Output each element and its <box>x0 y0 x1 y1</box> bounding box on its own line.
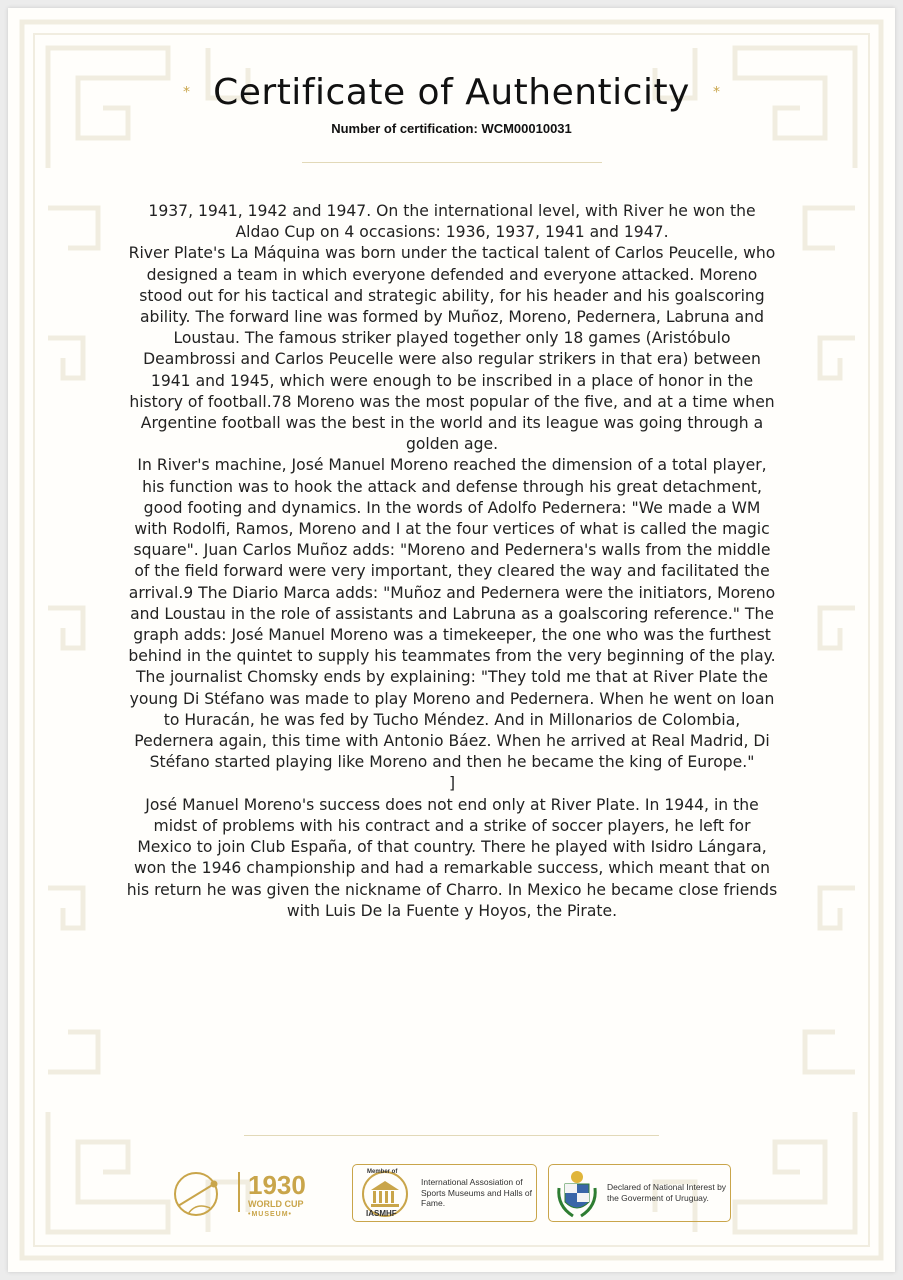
star-icon: * <box>712 84 720 101</box>
museum-line1: WORLD CUP <box>248 1199 304 1209</box>
museum-year: 1930 <box>248 1170 306 1200</box>
body-paragraph: ] <box>448 774 456 793</box>
iasmhf-member-label: Member of <box>367 1169 398 1175</box>
top-divider <box>302 162 602 163</box>
certificate-title: Certificate of Authenticity <box>213 72 690 113</box>
uruguay-badge <box>548 1164 731 1222</box>
certificate-sheet <box>8 8 895 1272</box>
iasmhf-text: International Assosiation of Sports Museums and Halls of Fame. <box>421 1177 533 1208</box>
body-paragraph: 1937, 1941, 1942 and 1947. On the international level, with River he won the Aldao Cup on 4 occasions: 1936, 1937, 1941 and 1947. <box>148 202 756 242</box>
body-paragraph: In River's machine, José Manuel Moreno reached the dimension of a total player, his function was to hook the attack and defense through his great detachment, good footing and dynamics. In the words of Adolfo Pedernera: "We made a WM with Rodolfi, Ramos, Moreno and I at the four vertices of what is called the magic square". Juan Carlos Muñoz adds: "Moreno and Pedernera's walls from the middle of the field forward were very important, they cleared the way and facilitated the arrival.9 The Diario Marca adds: "Muñoz and Pedernera were the initiators, Moreno and Loustau in the role of assistants and Labruna as a goalscoring reference." The graph adds: José Manuel Moreno was a timekeeper, the one who was the furthest behind in the quintet to supply his teammates from the very beginning of the play. The journalist Chomsky ends by explaining: "They told me that at River Plate the young Di Stéfano was made to play Moreno and Pedernera. When he went on loan to Huracán, he was fed by Tucho Méndez. And in Millonarios de Colombia, Pedernera again, this time with Antonio Báez. When he arrived at Real Madrid, Di Stéfano started playing like Moreno and then he became the king of Europe." <box>128 456 776 772</box>
body-paragraph: José Manuel Moreno's success does not end only at River Plate. In 1944, in the midst of problems with his contract and a strike of soccer players, he left for Mexico to join Club España, of that country. There he played with Isidro Lángara, won the 1946 championship and had a remarkable success, which meant that on his return he was given the nickname of Charro. In Mexico he became close friends with Luis De la Fuente y Hoyos, the Pirate. <box>126 795 778 920</box>
bottom-divider <box>244 1135 659 1136</box>
body-paragraph: River Plate's La Máquina was born under the tactical talent of Carlos Peucelle, who designed a team in which everyone defended and everyone attacked. Moreno stood out for his tactical and strategic ability, for his header and his goalscoring ability. The forward line was formed by Muñoz, Moreno, Pedernera, Labruna and Loustau. The famous striker played together only 18 games (Aristóbulo Deambrossi and Carlos Peucelle were also regular strikers in that era) between 1941 and 1945, which were enough to be inscribed in a place of honor in the history of football.78 Moreno was the most popular of the five, and at a time when Argentine football was the best in the world and its league was going through a golden age. <box>128 244 776 454</box>
soccer-ball-icon <box>170 1166 232 1222</box>
uruguay-coat-of-arms-icon <box>555 1168 599 1220</box>
iasmhf-abbr: IASMHF <box>366 1209 397 1218</box>
museum-line2: •MUSEUM• <box>248 1211 293 1218</box>
star-icon: * <box>183 84 191 101</box>
title-row <box>8 72 895 113</box>
certificate-body <box>126 201 778 922</box>
iasmhf-badge <box>352 1164 537 1222</box>
footer-logos <box>8 1164 895 1224</box>
certification-number: Number of certification: WCM00010031 <box>331 121 572 136</box>
world-cup-museum-logo <box>168 1164 338 1224</box>
uruguay-text: Declared of National Interest by the Goverment of Uruguay. <box>607 1182 727 1203</box>
logo-separator <box>238 1172 240 1212</box>
